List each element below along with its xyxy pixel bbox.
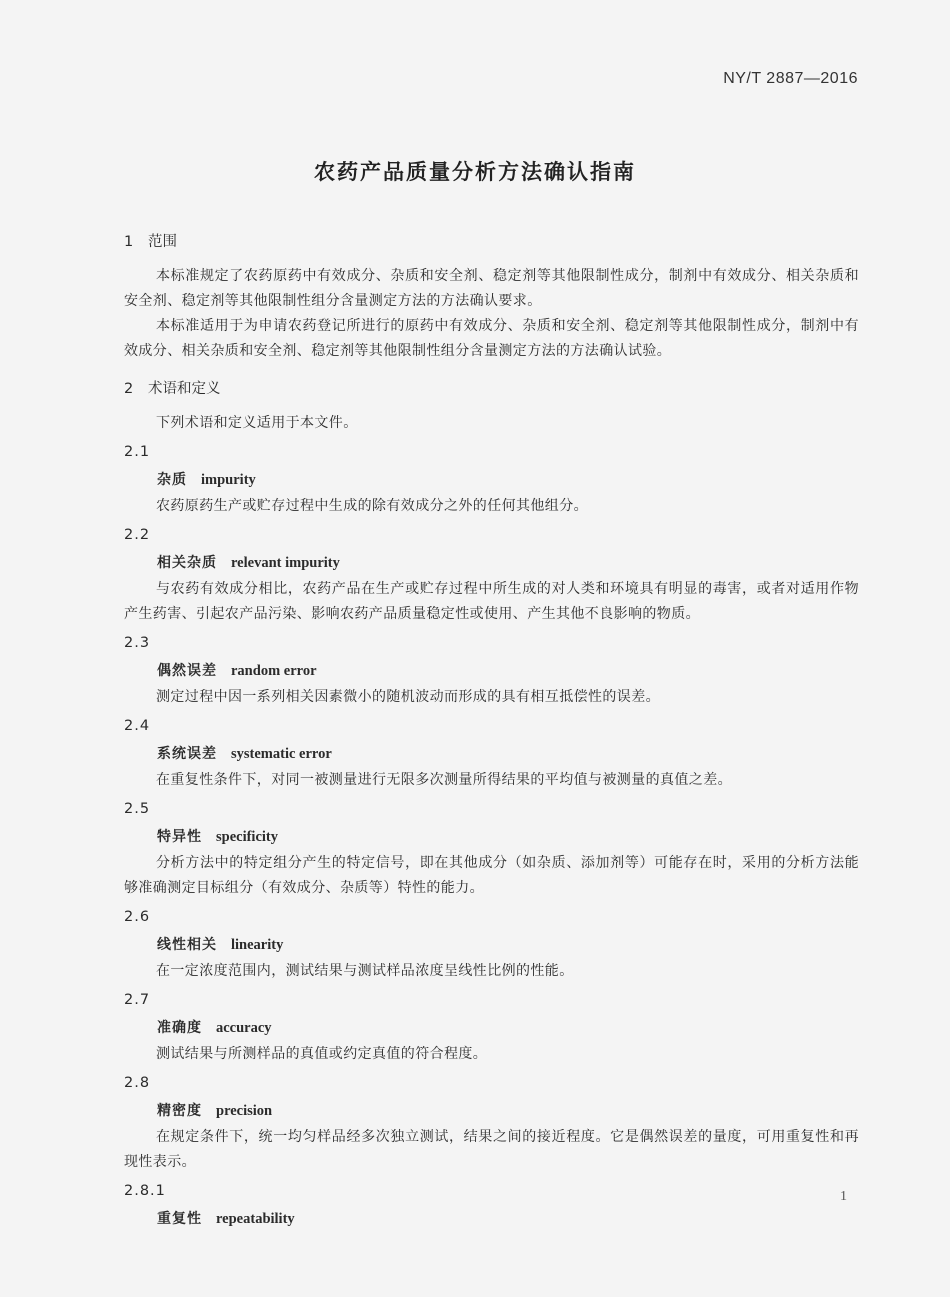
term-definition: 分析方法中的特定组分产生的特定信号，即在其他成分（如杂质、添加剂等）可能存在时，采用的分析方法能够准确测定目标组分（有效成分、杂质等）特性的能力。 (124, 855, 859, 896)
term-entry (124, 551, 859, 575)
term-en: repeatability (216, 1211, 295, 1227)
term-zh: 精密度 (157, 1103, 202, 1119)
clause-number: 2.1 (124, 444, 151, 460)
clause-number: 2.8 (124, 1075, 151, 1091)
document-body (124, 232, 859, 1233)
section-title: 范围 (148, 234, 177, 250)
section-heading-terms (124, 379, 859, 399)
term-entry (124, 825, 859, 849)
section-number: 1 (124, 234, 134, 250)
term-zh: 杂质 (157, 472, 187, 488)
term-en: relevant impurity (231, 555, 340, 571)
clause-number: 2.8.1 (124, 1183, 166, 1199)
scope-paragraph-2: 本标准适用于为申请农药登记所进行的原药中有效成分、杂质和安全剂、稳定剂等其他限制性成分，制剂中有效成分、相关杂质和安全剂、稳定剂等其他限制性组分含量测定方法的方法确认试验。 (124, 318, 859, 359)
term-en: impurity (201, 472, 256, 488)
term-entry (124, 659, 859, 683)
clause-number: 2.5 (124, 801, 151, 817)
term-zh: 相关杂质 (157, 555, 217, 571)
term-zh: 线性相关 (157, 937, 217, 953)
term-definition: 在规定条件下，统一均匀样品经多次独立测试，结果之间的接近程度。它是偶然误差的量度，可用重复性和再现性表示。 (124, 1129, 859, 1170)
clause-number: 2.6 (124, 909, 151, 925)
term-zh: 偶然误差 (157, 663, 217, 679)
term-zh: 系统误差 (157, 746, 217, 762)
term-en: systematic error (231, 746, 332, 762)
term-en: accuracy (216, 1020, 272, 1036)
term-en: precision (216, 1103, 273, 1119)
section-title: 术语和定义 (148, 381, 221, 397)
term-zh: 准确度 (157, 1020, 202, 1036)
term-en: random error (231, 663, 317, 679)
term-entry (124, 1099, 859, 1123)
term-definition: 测定过程中因一系列相关因素微小的随机波动而形成的具有相互抵偿性的误差。 (156, 689, 660, 705)
clause-number: 2.4 (124, 718, 151, 734)
term-en: linearity (231, 937, 284, 953)
term-definition: 农药原药生产或贮存过程中生成的除有效成分之外的任何其他组分。 (156, 498, 588, 514)
section-number: 2 (124, 381, 134, 397)
term-definition: 在一定浓度范围内，测试结果与测试样品浓度呈线性比例的性能。 (156, 963, 574, 979)
term-entry (124, 1207, 859, 1231)
term-entry (124, 1016, 859, 1040)
terms-intro: 下列术语和定义适用于本文件。 (156, 415, 358, 431)
page-number: 1 (840, 1189, 847, 1204)
clause-number: 2.2 (124, 527, 151, 543)
clause-number: 2.7 (124, 992, 151, 1008)
term-entry (124, 742, 859, 766)
term-definition: 测试结果与所测样品的真值或约定真值的符合程度。 (156, 1046, 488, 1062)
section-heading-scope (124, 232, 859, 252)
document-title: 农药产品质量分析方法确认指南 (314, 160, 636, 184)
standard-code: NY/T 2887—2016 (723, 70, 858, 87)
term-en: specificity (216, 829, 279, 845)
scope-paragraph-1: 本标准规定了农药原药中有效成分、杂质和安全剂、稳定剂等其他限制性成分，制剂中有效成分、相关杂质和安全剂、稳定剂等其他限制性组分含量测定方法的方法确认要求。 (124, 268, 859, 309)
clause-number: 2.3 (124, 635, 151, 651)
term-definition: 与农药有效成分相比，农药产品在生产或贮存过程中所生成的对人类和环境具有明显的毒害，或者对适用作物产生药害、引起农产品污染、影响农药产品质量稳定性或使用、产生其他不良影响的物质。 (124, 581, 859, 622)
term-zh: 重复性 (157, 1211, 202, 1227)
term-zh: 特异性 (157, 829, 202, 845)
term-entry (124, 933, 859, 957)
term-entry (124, 468, 859, 492)
term-definition: 在重复性条件下，对同一被测量进行无限多次测量所得结果的平均值与被测量的真值之差。 (156, 772, 732, 788)
